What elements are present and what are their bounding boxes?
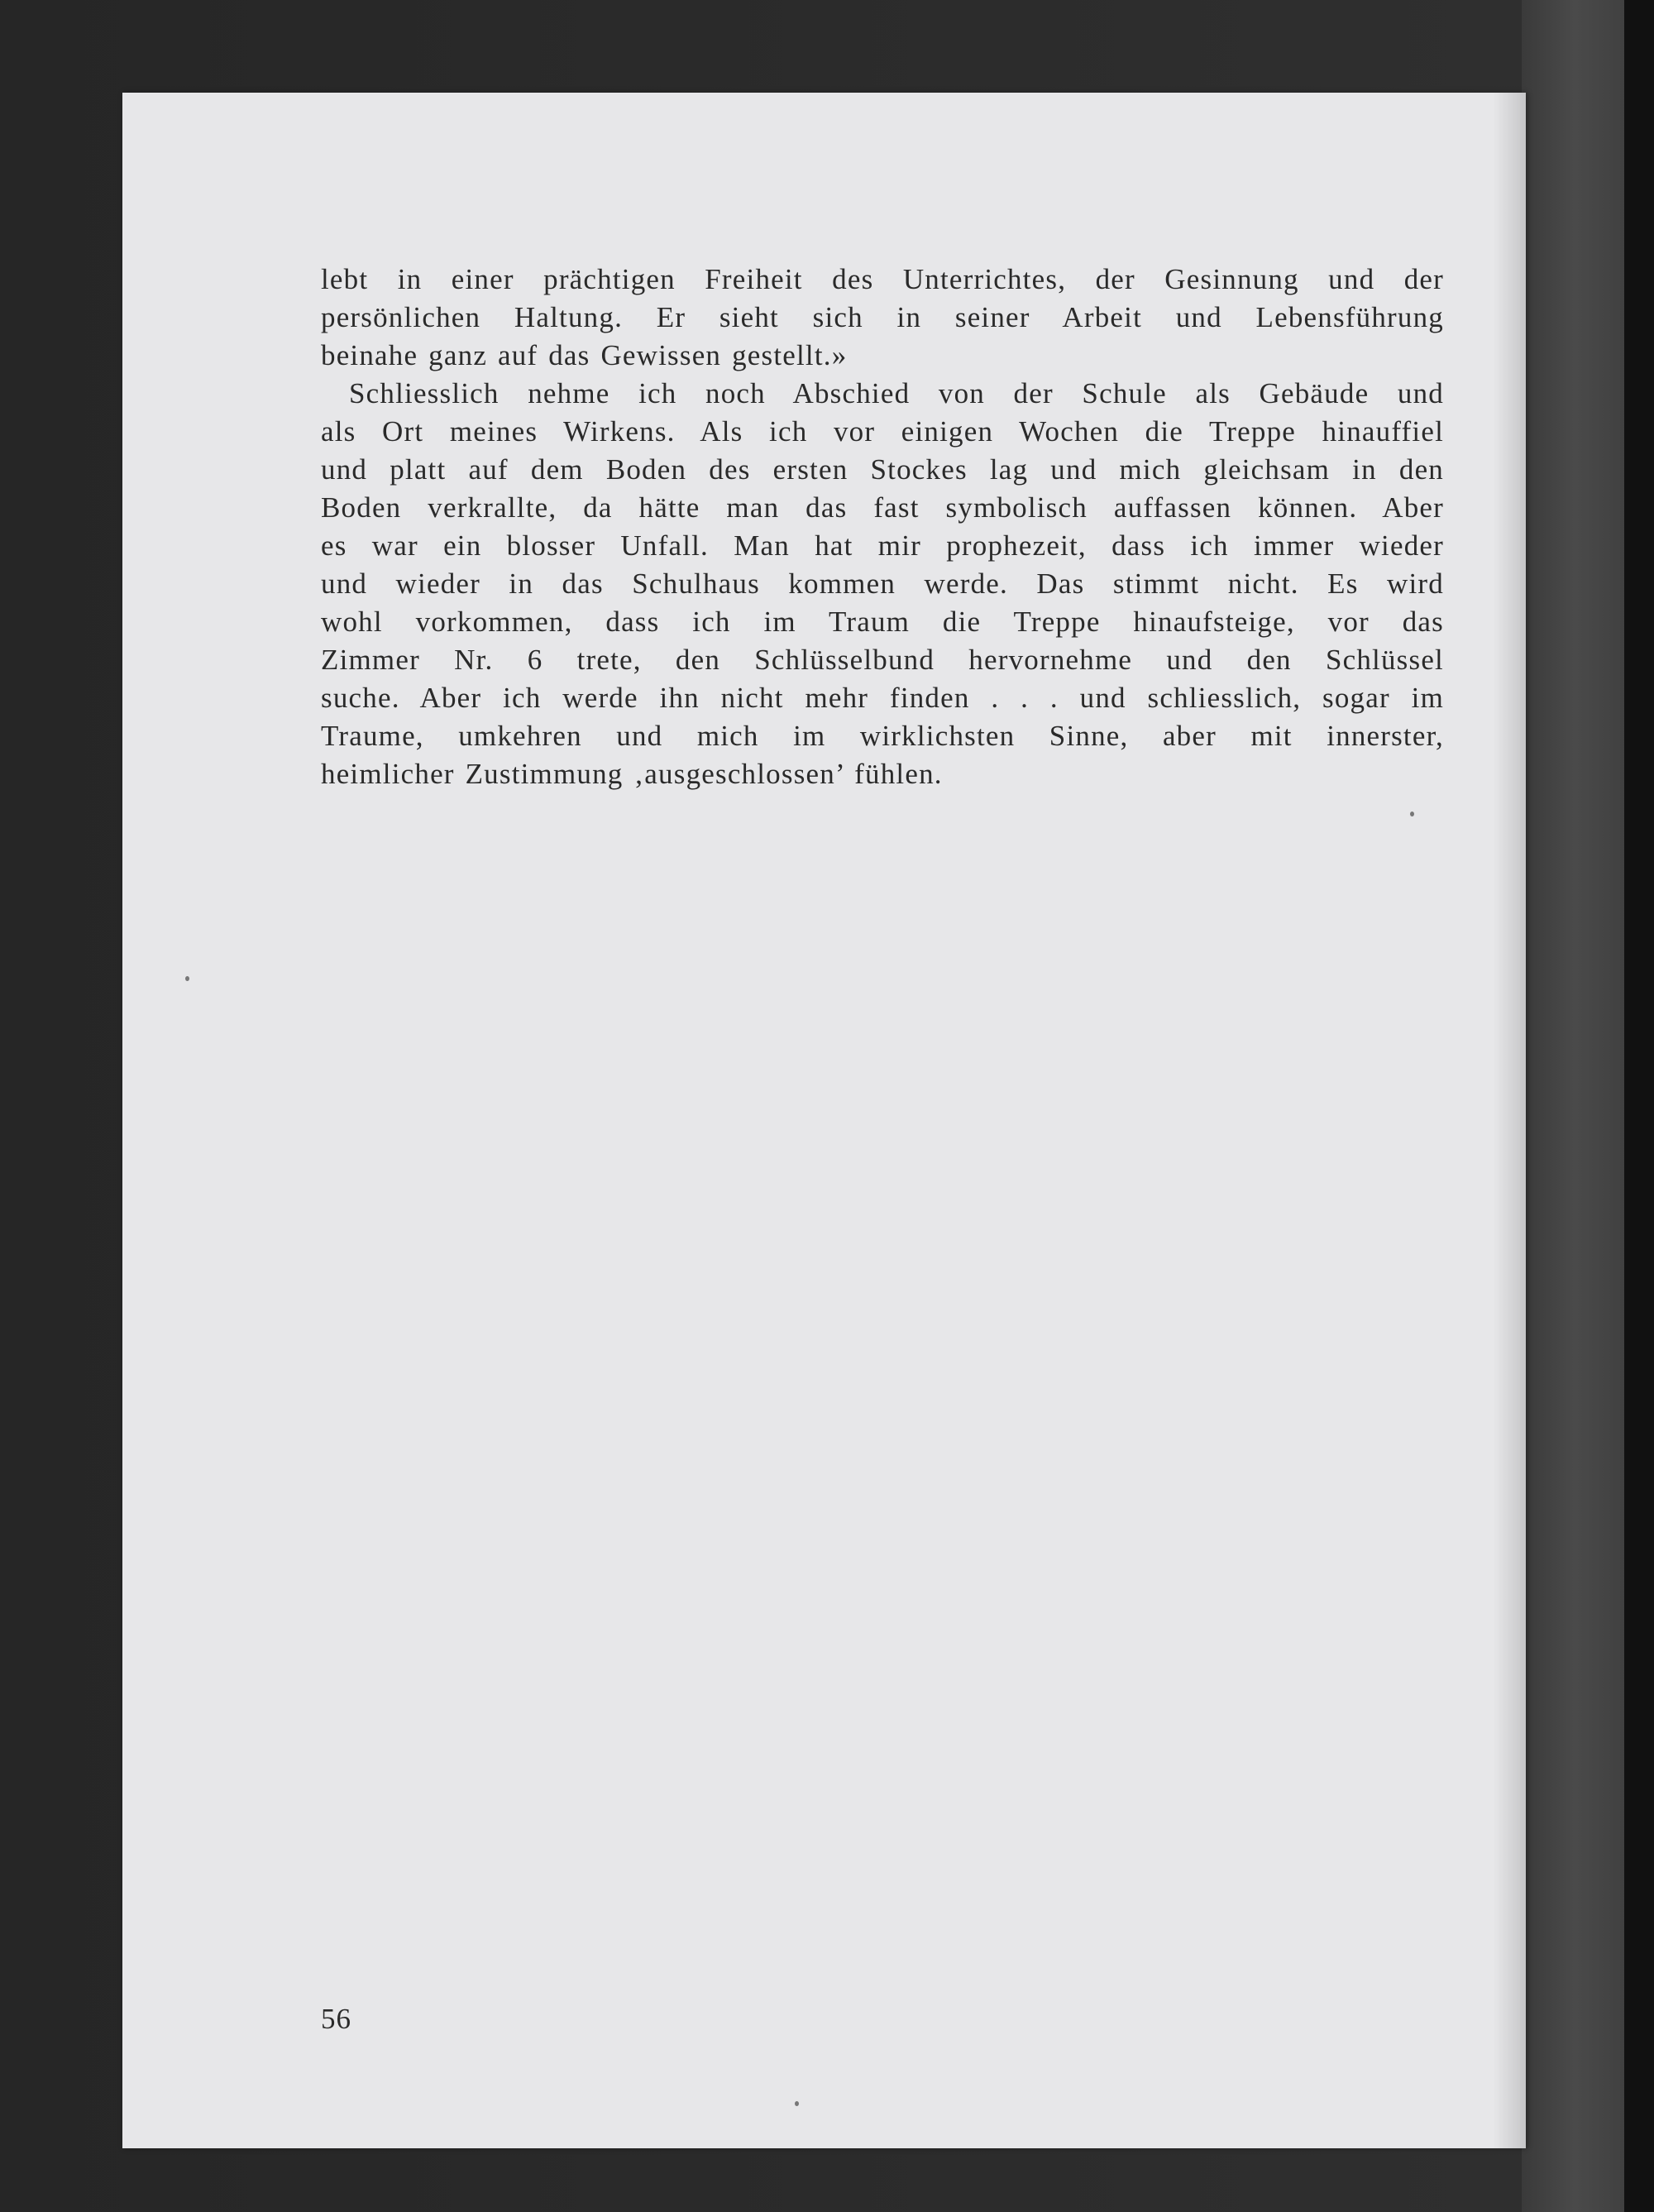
page-number: 56 (321, 2003, 351, 2035)
text-line: persönlichen Haltung. Er sieht sich in seiner Arbeit und Lebensführung (321, 301, 1444, 333)
text-line: Boden verkrallte, da hätte man das fast symbolisch auffassen können. Aber (321, 491, 1444, 524)
text-line: suche. Aber ich werde ihn nicht mehr finden . . . und schliesslich, sogar im (321, 682, 1444, 714)
body-text (321, 261, 1444, 793)
text-line: es war ein blosser Unfall. Man hat mir prophezeit, dass ich immer wieder (321, 529, 1444, 562)
paper-speck (185, 976, 189, 981)
paper-speck (795, 2101, 799, 2106)
page-gutter-shadow (1493, 93, 1526, 2148)
paper-speck (1410, 812, 1414, 816)
text-line: Zimmer Nr. 6 trete, den Schlüsselbund hervornehme und den Schlüssel (321, 644, 1444, 676)
text-line: als Ort meines Wirkens. Als ich vor einigen Wochen die Treppe hinauffiel (321, 415, 1444, 448)
text-line: heimlicher Zustimmung ‚ausgeschlossen’ fühlen. (321, 758, 943, 790)
text-line: wohl vorkommen, dass ich im Traum die Treppe hinaufsteige, vor das (321, 606, 1444, 638)
book-page (122, 93, 1526, 2148)
text-line: beinahe ganz auf das Gewissen gestellt.» (321, 339, 848, 371)
scanner-edge-strip (1624, 0, 1654, 2212)
text-line: und platt auf dem Boden des ersten Stockes lag und mich gleichsam in den (321, 453, 1444, 486)
text-line: und wieder in das Schulhaus kommen werde. Das stimmt nicht. Es wird (321, 567, 1444, 600)
text-line: Schliesslich nehme ich noch Abschied von der Schule als Gebäude und (349, 377, 1444, 409)
text-line: lebt in einer prächtigen Freiheit des Unterrichtes, der Gesinnung und der (321, 263, 1444, 295)
text-line: Traume, umkehren und mich im wirklichsten Sinne, aber mit innerster, (321, 720, 1444, 752)
